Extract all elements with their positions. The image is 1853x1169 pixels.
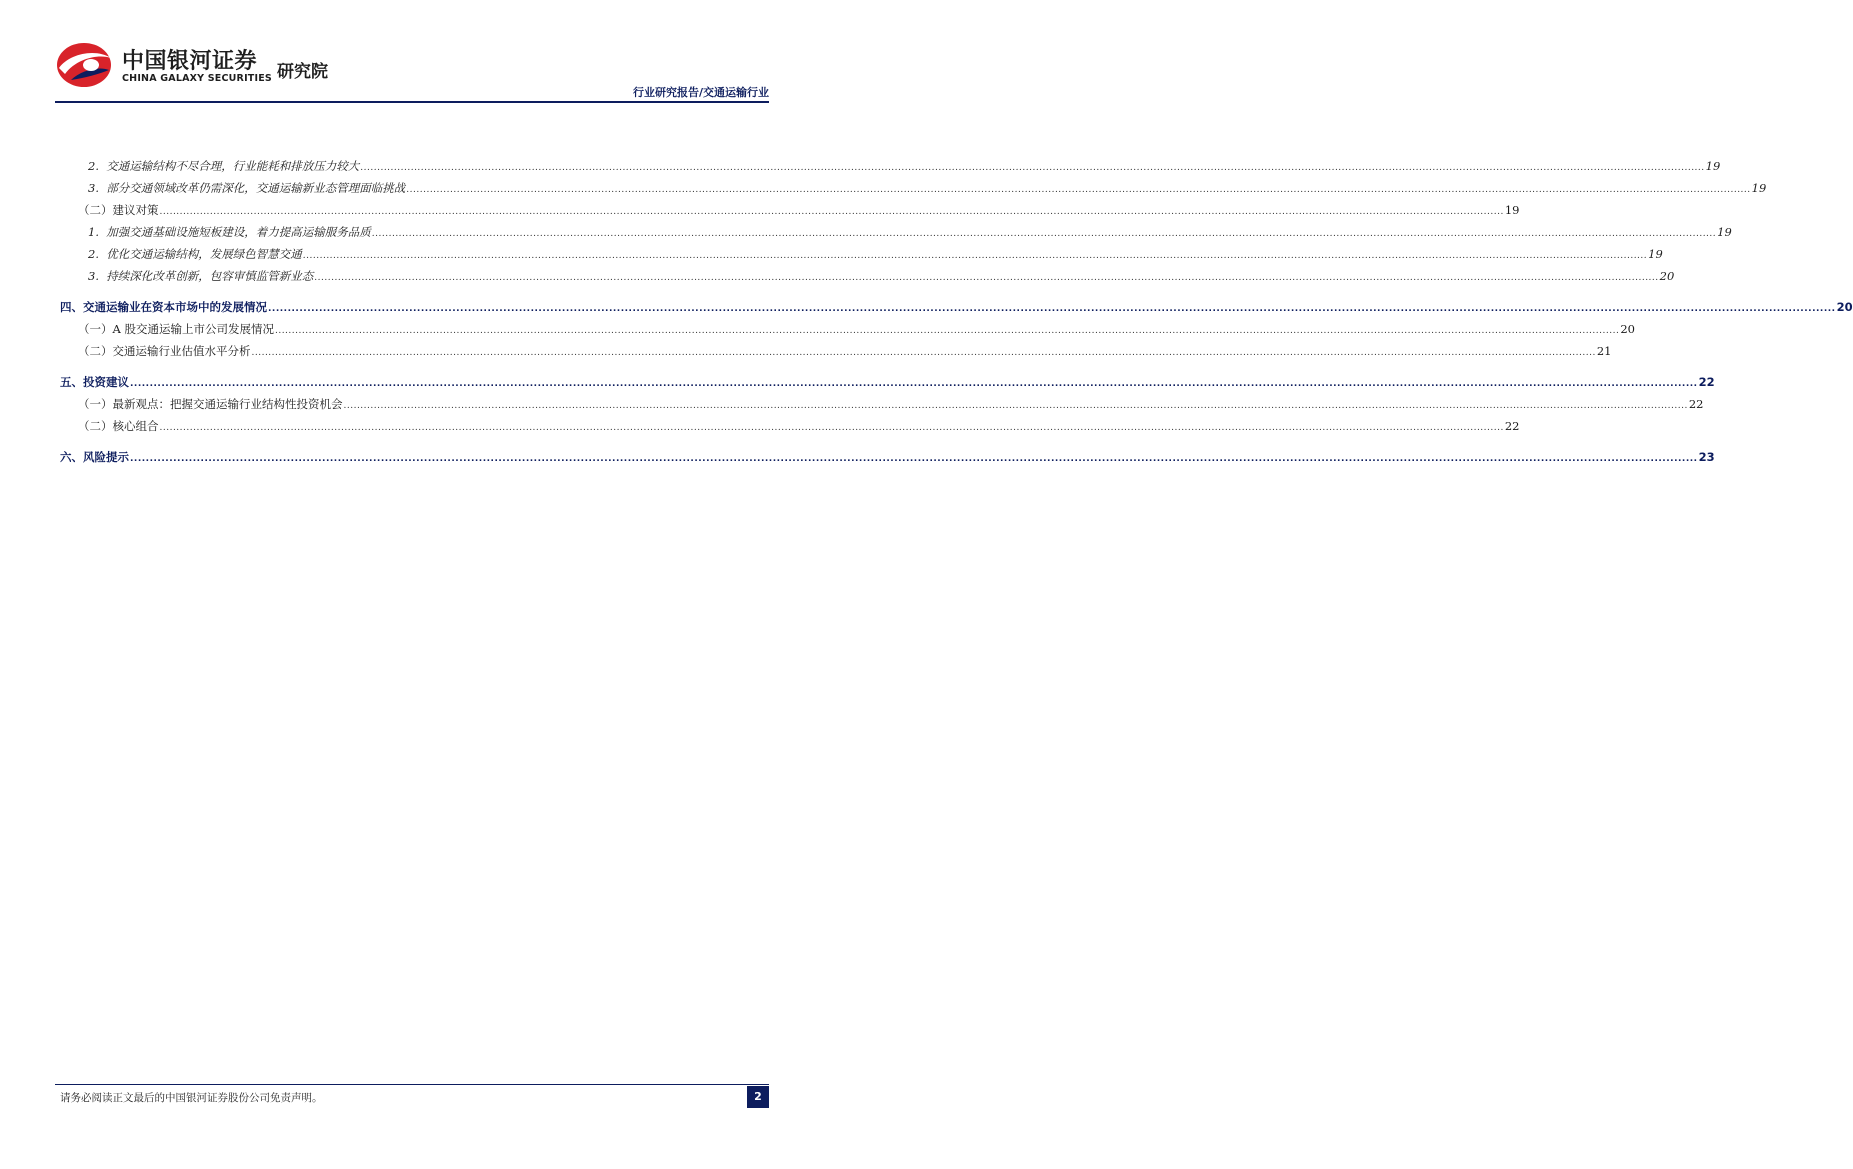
toc-leader-dots: ................................................................................................................................................................................................................................................................................................................................................................................................................ [159, 423, 1504, 433]
toc-leader-dots: ................................................................................................................................................................................................................................................................................................................................................................................................................ [302, 251, 1648, 261]
report-type: 行业研究报告/交通运输行业 [632, 86, 769, 99]
toc-leader-dots: ................................................................................................................................................................................................................................................................................................................................................................................................................ [130, 454, 1698, 464]
toc-entry-label: （一）A 股交通运输上市公司发展情况 [78, 322, 274, 336]
toc-entry[interactable] [60, 296, 1853, 318]
toc-leader-dots: ................................................................................................................................................................................................................................................................................................................................................................................................................ [360, 163, 1705, 173]
toc-entry-label: 六、风险提示 [60, 450, 129, 464]
toc-leader-dots: ................................................................................................................................................................................................................................................................................................................................................................................................................ [130, 379, 1698, 389]
toc-entry[interactable] [60, 199, 1520, 221]
toc-entry[interactable] [60, 155, 1721, 177]
toc-leader-dots: ................................................................................................................................................................................................................................................................................................................................................................................................................ [159, 207, 1504, 217]
toc-entry[interactable] [60, 371, 1715, 393]
toc-entry-page: 21 [1596, 344, 1612, 358]
toc-entry-page: 19 [1648, 247, 1663, 261]
toc-entry[interactable] [60, 318, 1635, 340]
toc-entry-page: 22 [1688, 397, 1704, 411]
disclaimer-text: 请务必阅读正文最后的中国银河证券股份公司免责声明。 [60, 1092, 323, 1104]
brand-name-en: CHINA GALAXY SECURITIES [122, 73, 272, 84]
toc-entry-label: 四、交通运输业在资本市场中的发展情况 [60, 300, 267, 314]
toc-leader-dots: ................................................................................................................................................................................................................................................................................................................................................................................................................ [371, 229, 1717, 239]
toc-entry[interactable] [60, 177, 1767, 199]
toc-entry-page: 19 [1717, 225, 1732, 239]
toc-leader-dots: ................................................................................................................................................................................................................................................................................................................................................................................................................ [268, 304, 1836, 314]
toc-entry-number: 3. [88, 181, 99, 195]
toc-entry-number: 2. [88, 159, 99, 173]
toc-leader-dots: ................................................................................................................................................................................................................................................................................................................................................................................................................ [251, 348, 1596, 358]
toc-entry-page: 22 [1698, 375, 1715, 389]
toc-entry-number: 3. [88, 269, 99, 283]
toc-entry-label: （一）最新观点：把握交通运输行业结构性投资机会 [78, 397, 343, 411]
brand-institute: 研究院 [277, 62, 328, 82]
toc-entry-label: 部分交通领域改革仍需深化，交通运输新业态管理面临挑战 [106, 181, 406, 195]
toc-leader-dots: ................................................................................................................................................................................................................................................................................................................................................................................................................ [274, 326, 1620, 336]
galaxy-logo-icon [55, 40, 113, 90]
toc-entry-page: 20 [1659, 269, 1675, 283]
toc-entry-label: （二）建议对策 [78, 203, 159, 217]
toc-leader-dots: ................................................................................................................................................................................................................................................................................................................................................................................................................ [406, 185, 1751, 195]
toc-entry[interactable] [60, 221, 1732, 243]
toc-entry-number: 1. [88, 225, 99, 239]
toc-entry-label: 五、投资建议 [60, 375, 129, 389]
toc-entry[interactable] [60, 340, 1612, 362]
toc-entry-label: 优化交通运输结构，发展绿色智慧交通 [106, 247, 302, 261]
toc-entry-label: 加强交通基础设施短板建设，着力提高运输服务品质 [106, 225, 371, 239]
footer-divider [55, 1084, 769, 1085]
toc-entry-page: 19 [1504, 203, 1520, 217]
toc-entry[interactable] [60, 393, 1704, 415]
toc-leader-dots: ................................................................................................................................................................................................................................................................................................................................................................................................................ [314, 273, 1659, 283]
toc-entry-label: （二）核心组合 [78, 419, 159, 433]
toc-entry-number: 2. [88, 247, 99, 261]
header-divider [55, 101, 769, 103]
toc-entry-page: 19 [1705, 159, 1721, 173]
toc-entry[interactable] [60, 265, 1675, 287]
table-of-contents [60, 155, 1853, 468]
toc-entry-label: 持续深化改革创新，包容审慎监管新业态 [106, 269, 314, 283]
toc-entry[interactable] [60, 243, 1663, 265]
toc-leader-dots: ................................................................................................................................................................................................................................................................................................................................................................................................................ [343, 401, 1688, 411]
toc-entry-page: 20 [1620, 322, 1635, 336]
toc-entry[interactable] [60, 446, 1715, 468]
toc-entry[interactable] [60, 415, 1520, 437]
toc-entry-page: 23 [1698, 450, 1715, 464]
toc-entry-label: 交通运输结构不尽合理，行业能耗和排放压力较大 [106, 159, 360, 173]
brand-name-cn: 中国银河证券 [122, 49, 258, 74]
toc-entry-page: 19 [1751, 181, 1767, 195]
toc-entry-label: （二）交通运输行业估值水平分析 [78, 344, 251, 358]
page-number: 2 [747, 1086, 769, 1108]
toc-entry-page: 22 [1504, 419, 1520, 433]
toc-entry-page: 20 [1836, 300, 1853, 314]
page-header [0, 0, 827, 104]
